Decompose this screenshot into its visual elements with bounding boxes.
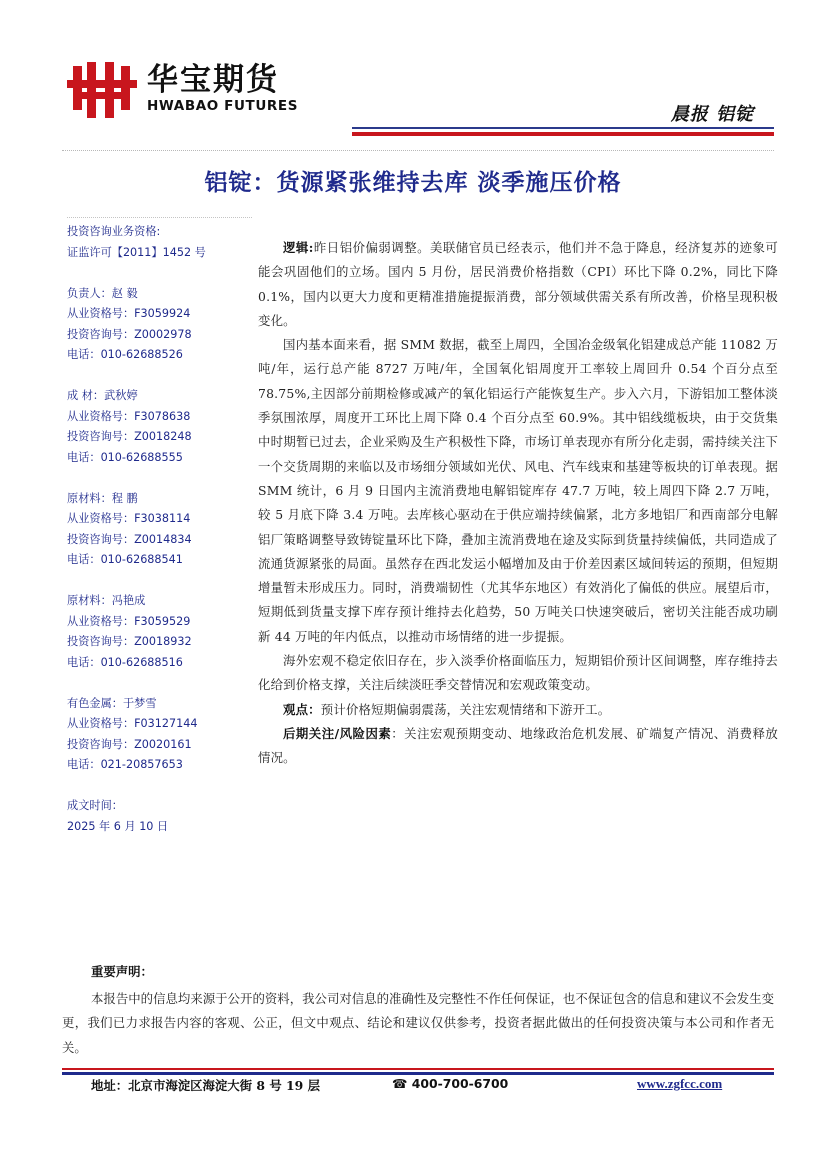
company-logo	[67, 62, 317, 118]
analyst-card	[67, 284, 252, 366]
paragraph-logic	[258, 236, 778, 333]
qualification-value: 证监许可【2011】1452 号	[67, 245, 206, 259]
analyst-role: 原材料：程 鹏	[67, 491, 138, 505]
risk-label: 后期关注/风险因素	[283, 725, 392, 741]
analyst-phone: 电话：010-62688516	[67, 655, 183, 669]
disclaimer-text: 本报告中的信息均来源于公开的资料，我公司对信息的准确性及完整性不作任何保证，也不保证包含的信息和建议不会发生变更，我们已力求报告内容的客观、公正，但文中观点、结论和建议仅供参考，投资者据此做出的任何投资决策与本公司和作者无关。	[62, 991, 774, 1055]
analyst-phone: 电话：010-62688555	[67, 450, 183, 464]
analyst-license: 从业资格号：F3059529	[67, 614, 191, 628]
analyst-phone: 电话：010-62688526	[67, 348, 183, 361]
analyst-card	[67, 489, 252, 571]
analyst-license: 从业资格号：F03127144	[67, 717, 198, 730]
footer-phone: ☎ 400-700-6700	[392, 1076, 509, 1091]
analyst-license: 从业资格号：F3059924	[67, 307, 191, 320]
paragraph-macro: 海外宏观不稳定依旧存在，步入淡季价格面临压力，短期铝价预计区间调整，库存维持去化给到价格支撑，关注后续淡旺季交替情况和宏观政策变动。	[258, 653, 778, 693]
analyst-advisor-id: 投资咨询号：Z0018248	[67, 430, 192, 443]
analyst-advisor-id: 投资咨询号：Z0018932	[67, 635, 192, 648]
report-date-value: 2025 年 6 月 10 日	[67, 819, 169, 833]
report-type-tag: 晨报 铝锭	[670, 104, 754, 125]
analyst-advisor-id: 投资咨询号：Z0020161	[67, 737, 192, 751]
analyst-license: 从业资格号：F3078638	[67, 409, 191, 423]
header-rule-red	[352, 132, 774, 136]
analyst-role: 原材料：冯艳成	[67, 594, 146, 607]
sidebar-divider	[67, 217, 252, 218]
disclaimer-heading: 重要声明：	[91, 964, 153, 979]
paragraph-risk	[258, 722, 778, 771]
logo-chinese-name: 华宝期货	[147, 62, 279, 98]
qualification-label: 投资咨询业务资格:	[67, 225, 161, 238]
analyst-card	[67, 386, 252, 468]
report-title: 铝锭：货源紧张维持去库 淡季施压价格	[204, 169, 622, 196]
footer-rule-red	[62, 1068, 774, 1070]
footer-address: 地址：北京市海淀区海淀大街 8 号 19 层	[91, 1078, 320, 1093]
hwabao-logo-icon	[67, 62, 137, 118]
analyst-license: 从业资格号：F3038114	[67, 512, 191, 525]
footer-website-link[interactable]: www.zgfcc.com	[637, 1076, 723, 1091]
analyst-role: 负责人：赵 毅	[67, 286, 138, 300]
footer-rule-blue	[62, 1072, 774, 1075]
paragraph-view	[258, 698, 778, 722]
report-body	[258, 236, 778, 771]
risk-text: ：关注宏观预期变动、地缘政治危机发展、矿端复产情况、消费释放情况。	[258, 725, 779, 766]
header-dotted-divider	[62, 150, 774, 151]
analyst-advisor-id: 投资咨询号：Z0002978	[67, 327, 192, 341]
logo-english-name: HWABAO FUTURES	[147, 98, 299, 114]
analyst-sidebar	[67, 222, 252, 837]
paragraph-text: 昨日铝价偏弱调整。美联储官员已经表示，他们并不急于降息，经济复苏的迹象可能会巩固他们的立场。国内 5 月份，居民消费价格指数（CPI）环比下降 0.2%，同比下降 0.1%，国内以更大力度和更精准措施提振消费，部分领域供需关系有所改善，价格呈现积极变化。	[258, 240, 778, 328]
paragraph-fundamentals: 国内基本面来看，据 SMM 数据，截至上周四，全国冶金级氧化铝建成总产能 11082 万吨/年，运行总产能 8727 万吨/年，全国氧化铝周度开工率较上周回升 0.54 个百分点至 78.75%,主因部分前期检修或减产的氧化铝运行产能恢复生产。步入六月，下游铝加工整体淡季氛围浓厚，周度开工环比上周下降 0.4 个百分点至 60.9%。其中铝线缆板块，由于交货集中时期暂已过去，企业采购及生产积极性下降，市场订单表现亦有所分化走弱，需持续关注下一个交货周期的来临以及市场细分领域如光伏、风电、汽车线束和基建等板块的订单表现。据 SMM 统计，6 月 9 日国内主流消费地电解铝锭库存 47.7 万吨，较上周四下降 2.7 万吨，较 5 月底下降 3.4 万吨。去库核心驱动在于供应端持续偏紧，北方多地铝厂和西南部分电解铝厂策略调整导致铸锭量环比下降，叠加主流消费地在途及实际到货量持续偏低，共同造成了流通货源紧张的局面。虽然存在西北发运小幅增加及由于价差因素区域间转运的预期，但短期增量暂未形成压力。同时，消费端韧性（尤其华东地区）有效消化了偏低的供应。展望后市，短期低到货量支撑下库存预计维持去化趋势，50 万吨关口快速突破后，密切关注能否成功刷新 44 万吨的年内低点，以推动市场情绪的进一步提振。	[258, 337, 778, 644]
analyst-phone: 电话：010-62688541	[67, 553, 183, 566]
header-rule-blue	[352, 127, 774, 129]
analyst-role: 有色金属：于梦雪	[67, 696, 157, 710]
view-text: 预计价格短期偏弱震荡，关注宏观情绪和下游开工。	[320, 701, 611, 717]
report-date-label: 成文时间：	[67, 799, 123, 812]
analyst-advisor-id: 投资咨询号：Z0014834	[67, 532, 192, 546]
analyst-phone: 电话：021-20857653	[67, 758, 183, 771]
logic-label: 逻辑:	[283, 240, 314, 255]
analyst-card	[67, 694, 252, 776]
analyst-role: 成 材：武秋婷	[67, 389, 138, 402]
analyst-card	[67, 591, 252, 673]
view-label: 观点：	[283, 701, 321, 717]
